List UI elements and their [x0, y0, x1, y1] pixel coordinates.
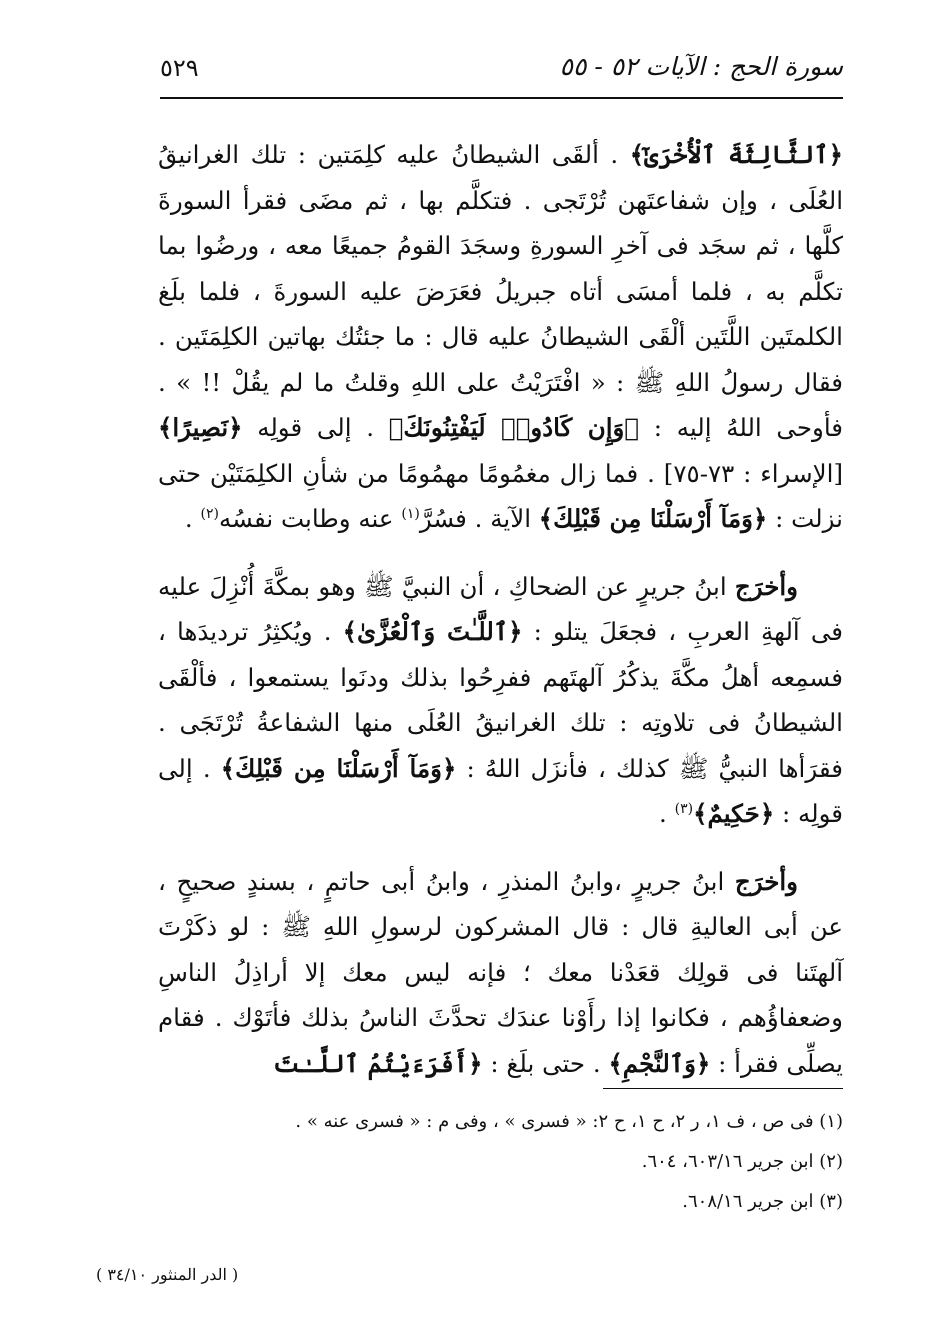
page-header	[160, 52, 843, 96]
quran-quote: ﴿وَمَآ أَرْسَلْنَا مِن قَبْلِكَ﴾	[220, 753, 457, 783]
page-number: ٥٢٩	[160, 54, 199, 82]
quran-quote: ﴿أَفَرَءَيْتُمُ ٱللَّـٰتَ	[273, 1048, 483, 1078]
text-run: ابنُ جريرٍ عن الضحاكِ ، أن النبيَّ ﷺ وهو بمكَّةَ أُنْزِلَ عليه فى آلهةِ العربِ ، فجعَلَ يتلو :	[158, 571, 844, 646]
quran-quote: ﴿وَإِن كَادُوا۟ لَيَفْتِنُونَكَ﴾	[388, 413, 640, 442]
text-run: عنه وطابت نفسُه	[218, 504, 402, 533]
quran-quote: ﴿ٱللَّـٰتَ وَٱلْعُزَّىٰ﴾	[342, 617, 523, 646]
footnote: (٢) ابن جرير ٦٠٣/١٦، ٦٠٤.	[641, 1151, 843, 1172]
text-run: [الإسراء : ٧٣-٧٥] . فما زال مغمُومًا مهمُومًا من شأنِ الكلِمَتَيْن حتى نزلت :	[158, 458, 844, 533]
quran-quote: ﴿ٱلثَّالِثَةَ ٱلْأُخْرَىٰٓ﴾	[629, 140, 844, 169]
footnote-marker: (٢)	[200, 505, 219, 522]
text-run: .	[184, 504, 201, 533]
text-run: . إلى قولِه :	[158, 753, 843, 828]
footnote: (٣) ابن جرير ٦٠٨/١٦.	[682, 1191, 843, 1212]
quran-quote: ﴿وَمَآ أَرْسَلْنَا مِن قَبْلِكَ﴾	[538, 504, 768, 533]
text-run: .	[659, 799, 675, 828]
paragraph-continued	[158, 132, 843, 542]
quran-quote: ﴿حَكِيمٌ﴾	[693, 799, 775, 828]
footnotes	[158, 1102, 843, 1222]
running-title: سورة الحج : الآيات ٥٢ - ٥٥	[559, 52, 843, 81]
text-run: . حتى بلَغ :	[482, 1048, 609, 1078]
header-divider	[160, 97, 843, 99]
text-run: الآية . فسُرَّ	[419, 504, 539, 533]
paragraph-abul-aliya	[158, 859, 843, 1087]
lead-word: وأخرَج	[734, 866, 798, 896]
footnote-divider	[603, 1088, 843, 1089]
footnote-marker: (٣)	[674, 800, 694, 817]
source-reference: ( الدر المنثور ٣٤/١٠ )	[96, 1265, 239, 1284]
quran-quote: ﴿وَٱلنَّجْمِ﴾	[608, 1048, 711, 1078]
paragraph-dahhak	[158, 564, 843, 837]
main-text	[158, 132, 843, 1086]
text-run: . ألقَى الشيطانُ عليه كلِمَتين : تلك الغرانيقُ العُلَى ، وإن شفاعتَهن تُرْتَجى . فتكلَّم بها ، ثم مضَى فقرأ السورةَ كلَّها ، ثم سجَد فى آخرِ السورةِ وسجَدَ القومُ جميعًا معه ، ورضُوا بما تكلَّم به ، فلما أمسَى أتاه جبريلُ فعَرَضَ عليه السورةَ ، فلما بلَغ الكلمتَين اللَّتَين ألْقَى الشيطانُ عليه قال : ما جئتُك بهاتين الكلِمَتَين . فقال رسولُ اللهِ ﷺ : « افْتَرَيْتُ على اللهِ وقلتُ ما لم يقُلْ !! » . فأوحى اللهُ إليه :	[158, 140, 843, 442]
quran-quote: ﴿نَصِيرًا﴾	[158, 413, 243, 442]
lead-word: وأخرَج	[734, 571, 798, 601]
footnote-marker: (١)	[401, 505, 420, 522]
text-run: ابنُ جريرٍ ،وابنُ المنذرِ ، وابنُ أبى حاتمٍ ، بسندٍ صحيحٍ ، عن أبى العاليةِ قال : قال المشركون لرسولِ اللهِ ﷺ : لو ذكَرْتَ آلهتَنا فى قولِك قعَدْنا معك ؛ فإنه ليس معك إلا أراذِلُ الناسِ وضعفاؤُهم ، فكانوا إذا رأَوْنا عندَك تحدَّثَ الناسُ بذلك فأتَوْك . فقام يصلِّى فقرأ :	[158, 866, 843, 1078]
footnote: (١) فى ص ، ف ١، ر ٢، ح ١، ح ٢: « فسرى » ، وفى م : « فسرى عنه » .	[295, 1111, 843, 1132]
text-run: . ويُكثِرُ ترديدَها ، فسمِعه أهلُ مكَّةَ يذكُرُ آلهتَهم ففرِحُوا بذلك ودنَوا يستمعوا ، فألْقَى الشيطانُ فى تلاوتِه : تلك الغرانيقُ العُلَى منها الشفاعةُ تُرْتَجَى . فقرَأها النبيُّ ﷺ كذلك ، فأنزَل اللهُ :	[158, 617, 843, 783]
text-run: . إلى قولِه	[242, 413, 389, 442]
